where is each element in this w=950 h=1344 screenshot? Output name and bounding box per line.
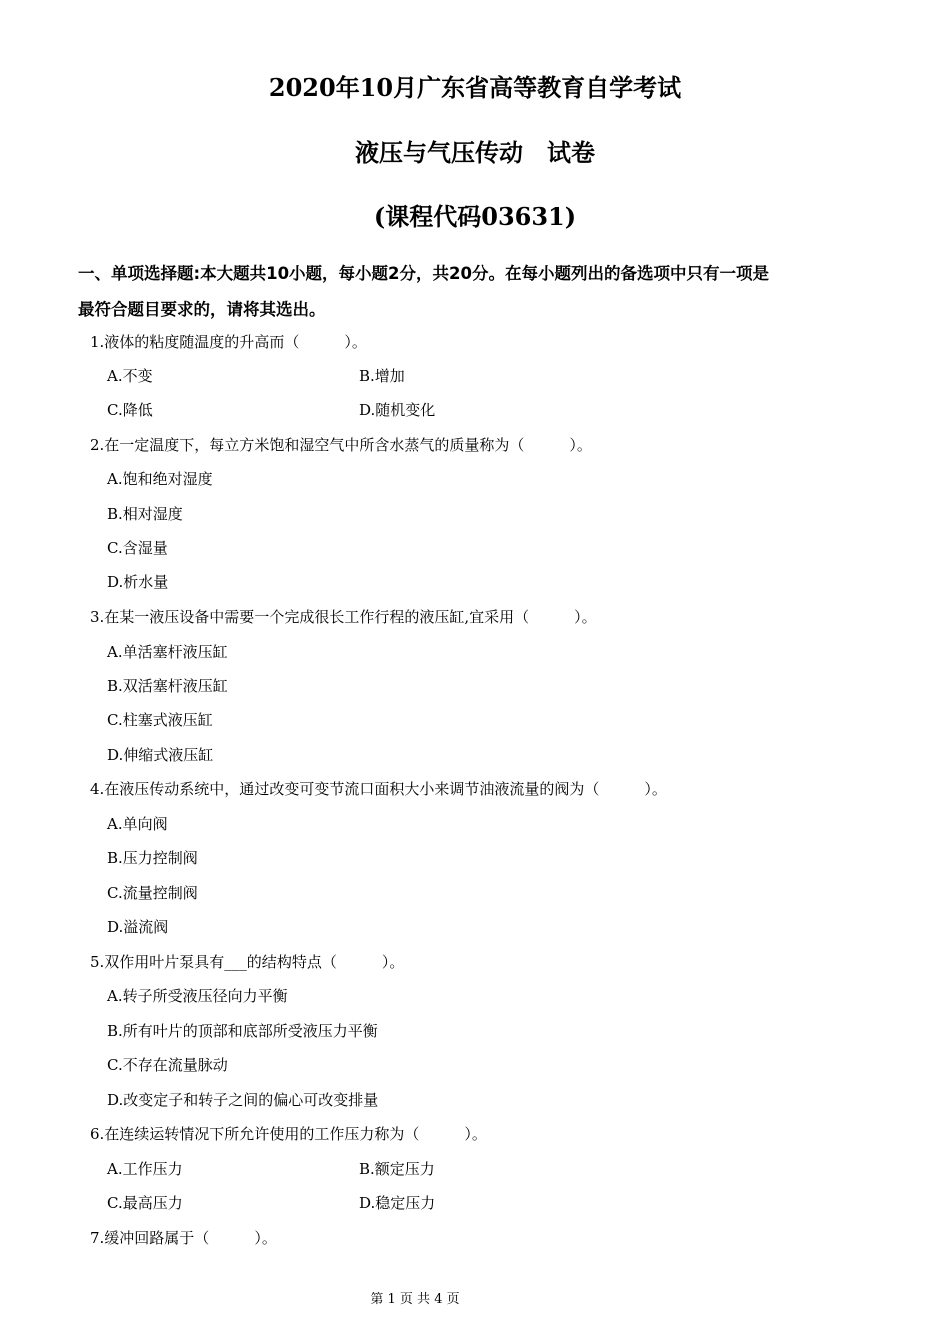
question-stem: 2.在一定温度下，每立方米饱和湿空气中所含水蒸气的质量称为（ ）。 xyxy=(90,436,592,454)
option-a: A.工作压力 xyxy=(107,1160,183,1178)
option-b: B.所有叶片的顶部和底部所受液压力平衡 xyxy=(107,1022,378,1040)
option-b: B.增加 xyxy=(359,367,405,385)
option-a: A.转子所受液压径向力平衡 xyxy=(107,987,288,1005)
question-stem: 5.双作用叶片泵具有___的结构特点（ ）。 xyxy=(90,953,405,971)
question-stem: 4.在液压传动系统中，通过改变可变节流口面积大小来调节油液流量的阀为（ ）。 xyxy=(90,780,667,798)
option-c: C.最高压力 xyxy=(107,1194,183,1212)
option-b: B.压力控制阀 xyxy=(107,849,198,867)
option-c: C.柱塞式液压缸 xyxy=(107,711,213,729)
course-code: (课程代码03631) xyxy=(373,202,577,231)
page-footer: 第 1 页 共 4 页 xyxy=(370,1292,460,1307)
question-stem: 3.在某一液压设备中需要一个完成很长工作行程的液压缸,宜采用（ ）。 xyxy=(90,608,597,626)
option-b: B.额定压力 xyxy=(359,1160,435,1178)
option-b: B.双活塞杆液压缸 xyxy=(107,677,228,695)
option-a: A.单活塞杆液压缸 xyxy=(107,643,228,661)
option-a: A.不变 xyxy=(107,367,153,385)
option-a: A.饱和绝对湿度 xyxy=(107,470,213,488)
option-d: D.稳定压力 xyxy=(359,1194,436,1212)
option-b: B.相对湿度 xyxy=(107,505,183,523)
option-c: C.流量控制阀 xyxy=(107,884,198,902)
question-stem: 1.液体的粘度随温度的升高而（ ）。 xyxy=(90,333,367,351)
option-c: C.不存在流量脉动 xyxy=(107,1056,228,1074)
option-d: D.改变定子和转子之间的偏心可改变排量 xyxy=(107,1091,379,1109)
question-stem: 7.缓冲回路属于（ ）。 xyxy=(90,1229,277,1247)
option-d: D.溢流阀 xyxy=(107,918,169,936)
exam-title: 2020年10月广东省高等教育自学考试 xyxy=(268,73,682,102)
option-d: D.伸缩式液压缸 xyxy=(107,746,214,764)
section-heading-line1: 一、单项选择题:本大题共10小题，每小题2分，共20分。在每小题列出的备选项中只有一项是 xyxy=(78,264,770,283)
section-heading-line2: 最符合题目要求的，请将其选出。 xyxy=(78,300,326,319)
option-c: C.降低 xyxy=(107,401,153,419)
question-stem: 6.在连续运转情况下所允许使用的工作压力称为（ ）。 xyxy=(90,1125,487,1143)
option-a: A.单向阀 xyxy=(107,815,168,833)
section-heading xyxy=(78,256,898,328)
subject-title: 液压与气压传动 试卷 xyxy=(355,138,595,167)
option-d: D.随机变化 xyxy=(359,401,436,419)
option-c: C.含湿量 xyxy=(107,539,168,557)
option-d: D.析水量 xyxy=(107,573,169,591)
